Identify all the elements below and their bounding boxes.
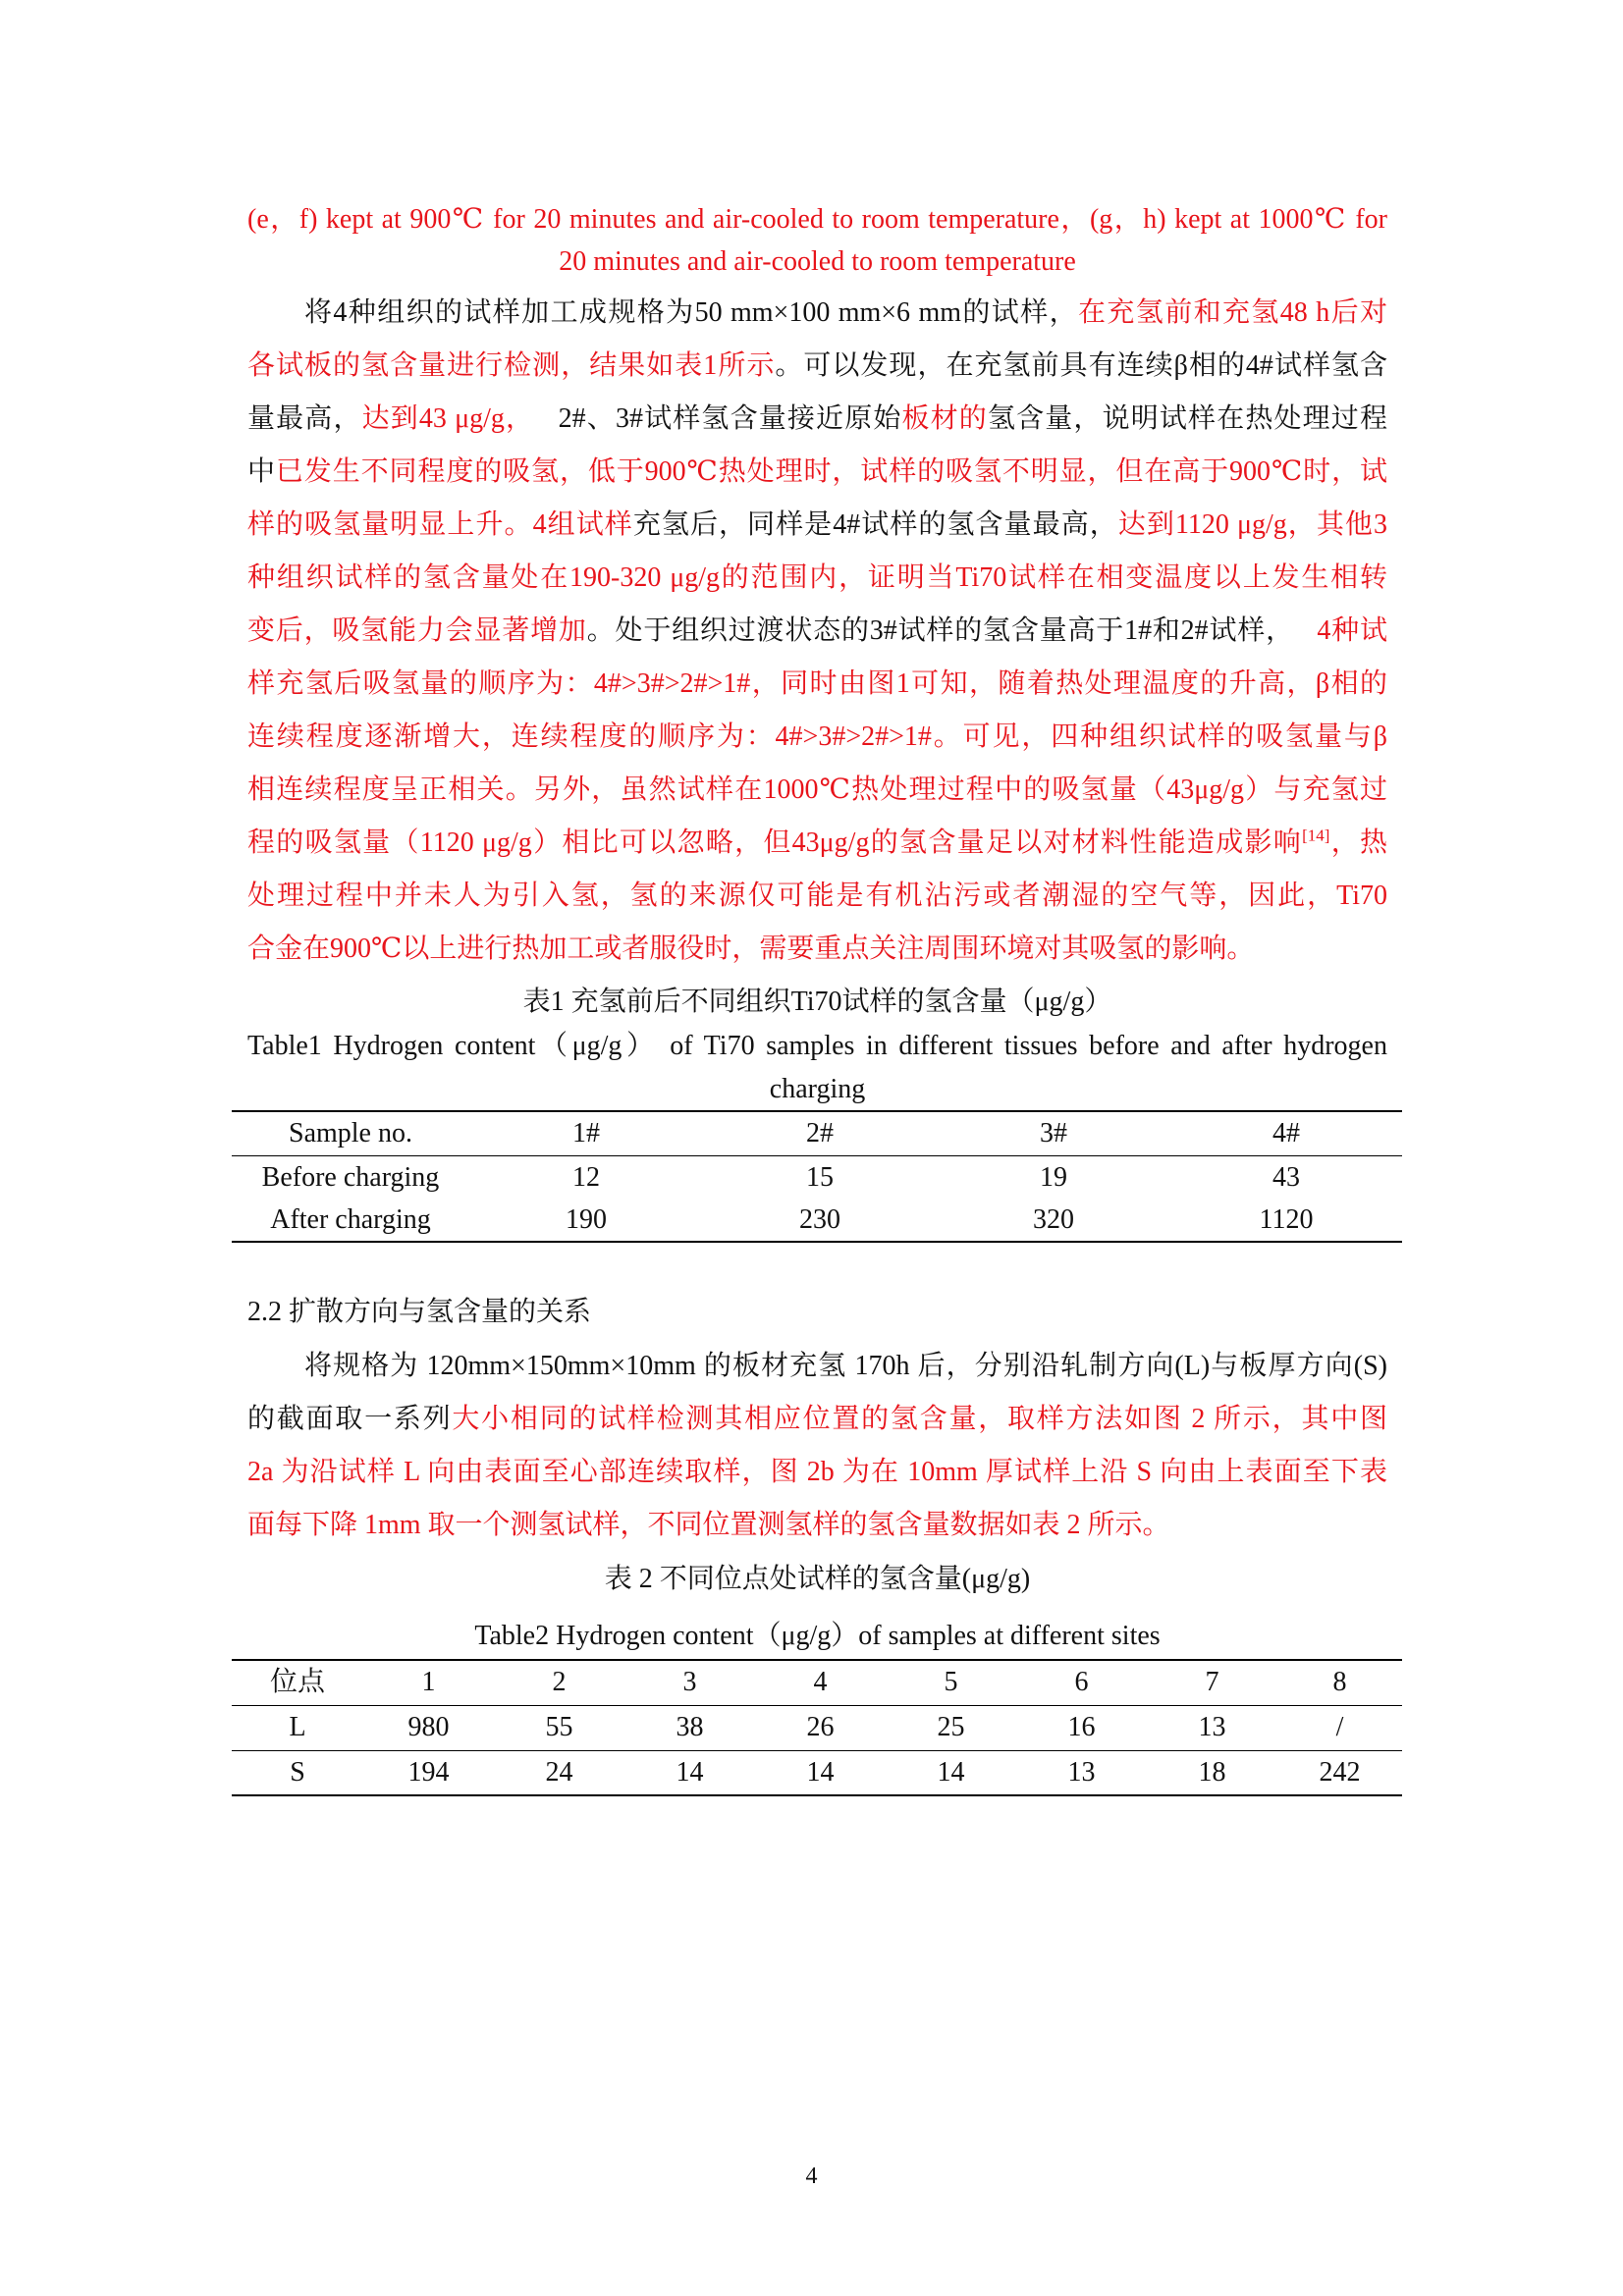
figure-caption-en-line1: (e，f) kept at 900℃ for 20 minutes and air-cooled to room temperature，(g，h) kept at 1000℃ for [247,204,1387,235]
table2-header-cell: 1 [421,1667,436,1697]
table1-cell: 230 [799,1204,840,1235]
table2-cell: 26 [806,1712,835,1742]
table1-cell: 190 [566,1204,607,1235]
table2-bottom-rule [232,1794,1402,1796]
paragraph1-line: 连续程度逐渐增大，连续程度的顺序为：4#>3#>2#>1#。可见，四种组织试样的吸氢量与β [247,721,1387,752]
table2-top-rule [232,1659,1402,1661]
table2-row-label: S [290,1757,305,1788]
table1-caption-en-line2: charging [769,1074,866,1104]
table2-cell: 242 [1319,1757,1361,1788]
paragraph1-line: 样充氢后吸氢量的顺序为：4#>3#>2#>1#，同时由图1可知，随着热处理温度的升高，β相的 [247,668,1387,699]
table2-cell: 980 [407,1712,450,1742]
table1-top-rule [232,1110,1402,1112]
table1-header-rule [232,1155,1402,1156]
table2-cell: 13 [1198,1712,1226,1742]
table2-cell: 25 [937,1712,965,1742]
paragraph1-line: 合金在900℃以上进行热加工或者服役时，需要重点关注周围环境对其吸氢的影响。 [247,934,1255,964]
paragraph2-line: 2a 为沿试样 L 向由表面至心部连续取样，图 2b 为在 10mm 厚试样上沿 S 向由上表面至下表 [247,1457,1387,1487]
table1-cell: 15 [806,1162,834,1193]
paragraph2-line: 面每下降 1mm 取一个测氢试样，不同位置测氢样的氢含量数据如表 2 所示。 [247,1510,1170,1540]
table1-cell: 12 [572,1162,600,1193]
table2-caption-cn: 表 2 不同位点处试样的氢含量(μg/g) [604,1564,1031,1594]
table2-header-cell: 6 [1074,1667,1089,1697]
table1-cell: 1120 [1259,1204,1314,1235]
table1-header-cell: Sample no. [289,1118,412,1148]
table1-bottom-rule [232,1241,1402,1243]
paragraph1-line: 相连续程度呈正相关。另外，虽然试样在1000℃热处理过程中的吸氢量（43μg/g）与充氢过 [247,774,1387,805]
table2-header-cell: 7 [1205,1667,1219,1697]
section-heading: 2.2 扩散方向与氢含量的关系 [247,1297,592,1327]
table2-header-cell: 2 [552,1667,567,1697]
table2-cell: 18 [1198,1757,1226,1788]
table1-cell: 19 [1040,1162,1067,1193]
table1-header-cell: 1# [572,1118,600,1148]
figure-caption-en-line2: 20 minutes and air-cooled to room temperature [559,246,1076,277]
table2-cell: 14 [937,1757,965,1788]
table2-row-rule [232,1750,1402,1751]
paragraph1-line: 样的吸氢量明显上升。4组试样充氢后，同样是4#试样的氢含量最高，达到1120 μg/g，其他3 [247,509,1387,540]
paragraph1-line: 种组织试样的氢含量处在190-320 μg/g的范围内，证明当Ti70试样在相变温度以上发生相转 [247,562,1387,593]
table2-header-cell: 8 [1332,1667,1347,1697]
table2-header-cell: 3 [682,1667,697,1697]
table1-cell: 43 [1272,1162,1300,1193]
table2-row-label: L [289,1712,306,1742]
paragraph2-line: 将规格为 120mm×150mm×10mm 的板材充氢 170h 后，分别沿轧制方向(L)与板厚方向(S) [304,1351,1387,1381]
table2-cell: / [1335,1712,1344,1742]
table1-caption-en-line1: Table1 Hydrogen content（μg/g） of Ti70 samples in different tissues before and after hydrogen [247,1031,1387,1061]
table2-header-cell: 位点 [269,1667,325,1697]
table2-cell: 14 [676,1757,704,1788]
table1-row-label: Before charging [261,1162,440,1193]
table2-cell: 16 [1067,1712,1096,1742]
table2-header-cell: 5 [944,1667,958,1697]
table2-cell: 55 [545,1712,573,1742]
table2-cell: 38 [676,1712,704,1742]
table2-cell: 194 [407,1757,450,1788]
table2-header-rule [232,1705,1402,1706]
table1-caption-cn: 表1 充氢前后不同组织Ti70试样的氢含量（μg/g） [522,987,1112,1017]
page-number: 4 [805,2163,818,2189]
paragraph1-line: 程的吸氢量（1120 μg/g）相比可以忽略，但43μg/g的氢含量足以对材料性能造成影响[14]，热 [247,826,1387,858]
paragraph1-line: 将4种组织的试样加工成规格为50 mm×100 mm×6 mm的试样，在充氢前和充氢48 h后对 [304,297,1387,328]
table2-caption-en: Table2 Hydrogen content（μg/g）of samples at different sites [474,1621,1161,1651]
paragraph1-line: 量最高，达到43 μg/g， 2#、3#试样氢含量接近原始板材的氢含量，说明试样在热处理过程 [247,403,1387,434]
table1-row-label: After charging [270,1204,431,1235]
paragraph1-line: 变后，吸氢能力会显著增加。处于组织过渡状态的3#试样的氢含量高于1#和2#试样， 4种试 [247,615,1387,646]
table1-header-cell: 3# [1040,1118,1067,1148]
paragraph1-line: 各试板的氢含量进行检测，结果如表1所示。可以发现，在充氢前具有连续β相的4#试样氢含 [247,350,1387,381]
paragraph1-line: 处理过程中并未人为引入氢，氢的来源仅可能是有机沾污或者潮湿的空气等，因此，Ti70 [247,881,1387,911]
paragraph1-line: 中已发生不同程度的吸氢，低于900℃热处理时，试样的吸氢不明显，但在高于900℃时，试 [247,456,1387,487]
table2-cell: 24 [545,1757,573,1788]
paragraph2-line: 的截面取一系列大小相同的试样检测其相应位置的氢含量，取样方法如图 2 所示，其中图 [247,1404,1387,1434]
citation-ref: [14] [1302,826,1330,845]
table1-header-cell: 4# [1272,1118,1300,1148]
table2-cell: 13 [1067,1757,1096,1788]
table1-header-cell: 2# [806,1118,834,1148]
table2-header-cell: 4 [813,1667,828,1697]
table1-cell: 320 [1033,1204,1074,1235]
table2-cell: 14 [806,1757,835,1788]
